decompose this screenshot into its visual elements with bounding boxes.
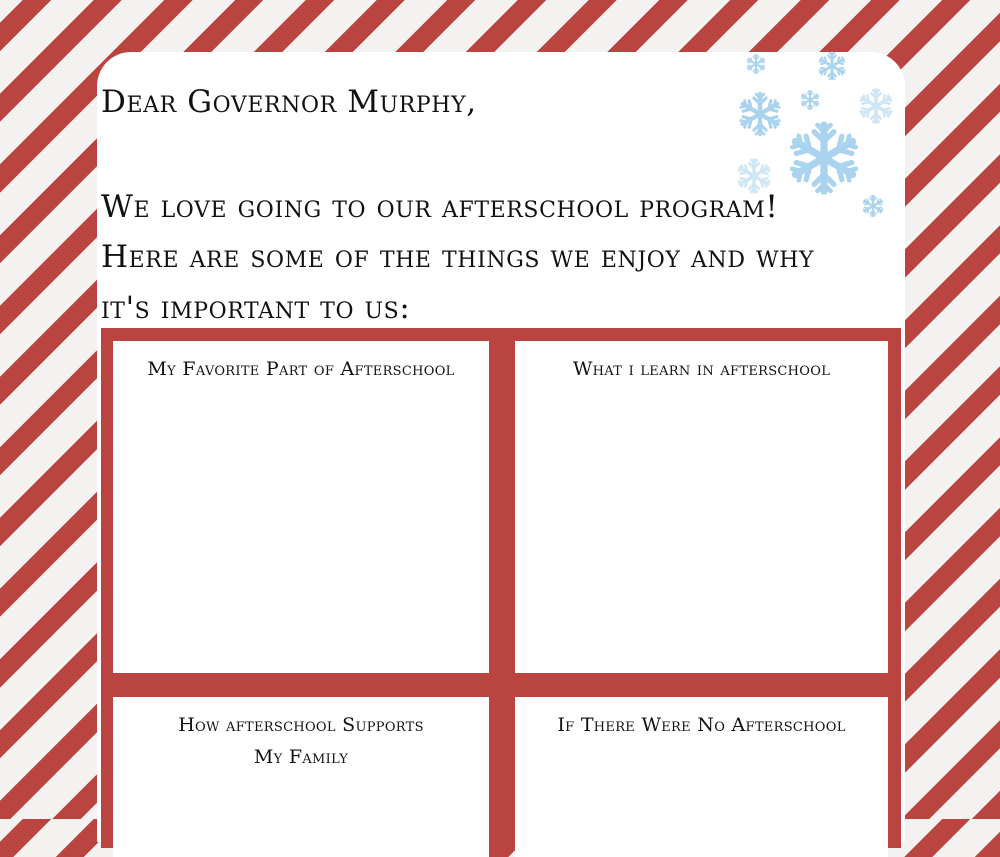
snowflake-icon xyxy=(740,94,781,134)
favorite-part-box[interactable] xyxy=(113,341,489,673)
what-i-learn-title: What i learn in afterschool xyxy=(572,358,831,380)
no-afterschool-title: If There Were No Afterschool xyxy=(557,714,846,736)
snowflake-icon xyxy=(860,90,893,122)
favorite-part-title: My Favorite Part of Afterschool xyxy=(147,358,455,380)
supports-family-title-line-2: My Family xyxy=(253,746,349,768)
snowflake-icon xyxy=(863,196,883,216)
supports-family-title-line-1: How afterschool Supports xyxy=(178,714,424,736)
letter-body-line-2: Here are some of the things we enjoy and why xyxy=(101,239,815,275)
no-afterschool-box[interactable] xyxy=(515,697,888,857)
snowflake-icon xyxy=(801,91,819,109)
what-i-learn-box[interactable] xyxy=(515,341,888,673)
snowflake-icon xyxy=(819,53,845,79)
letter-greeting: Dear Governor Murphy, xyxy=(101,84,477,120)
snowflake-icon xyxy=(738,160,771,192)
letter-body-line-1: We love going to our afterschool program! xyxy=(101,189,779,225)
snowflake-icon xyxy=(747,55,765,73)
letter-body-line-3: it's important to us: xyxy=(101,290,411,326)
prompt-grid xyxy=(101,328,901,848)
snowflake-icon xyxy=(790,125,857,191)
supports-family-box[interactable] xyxy=(113,697,489,857)
